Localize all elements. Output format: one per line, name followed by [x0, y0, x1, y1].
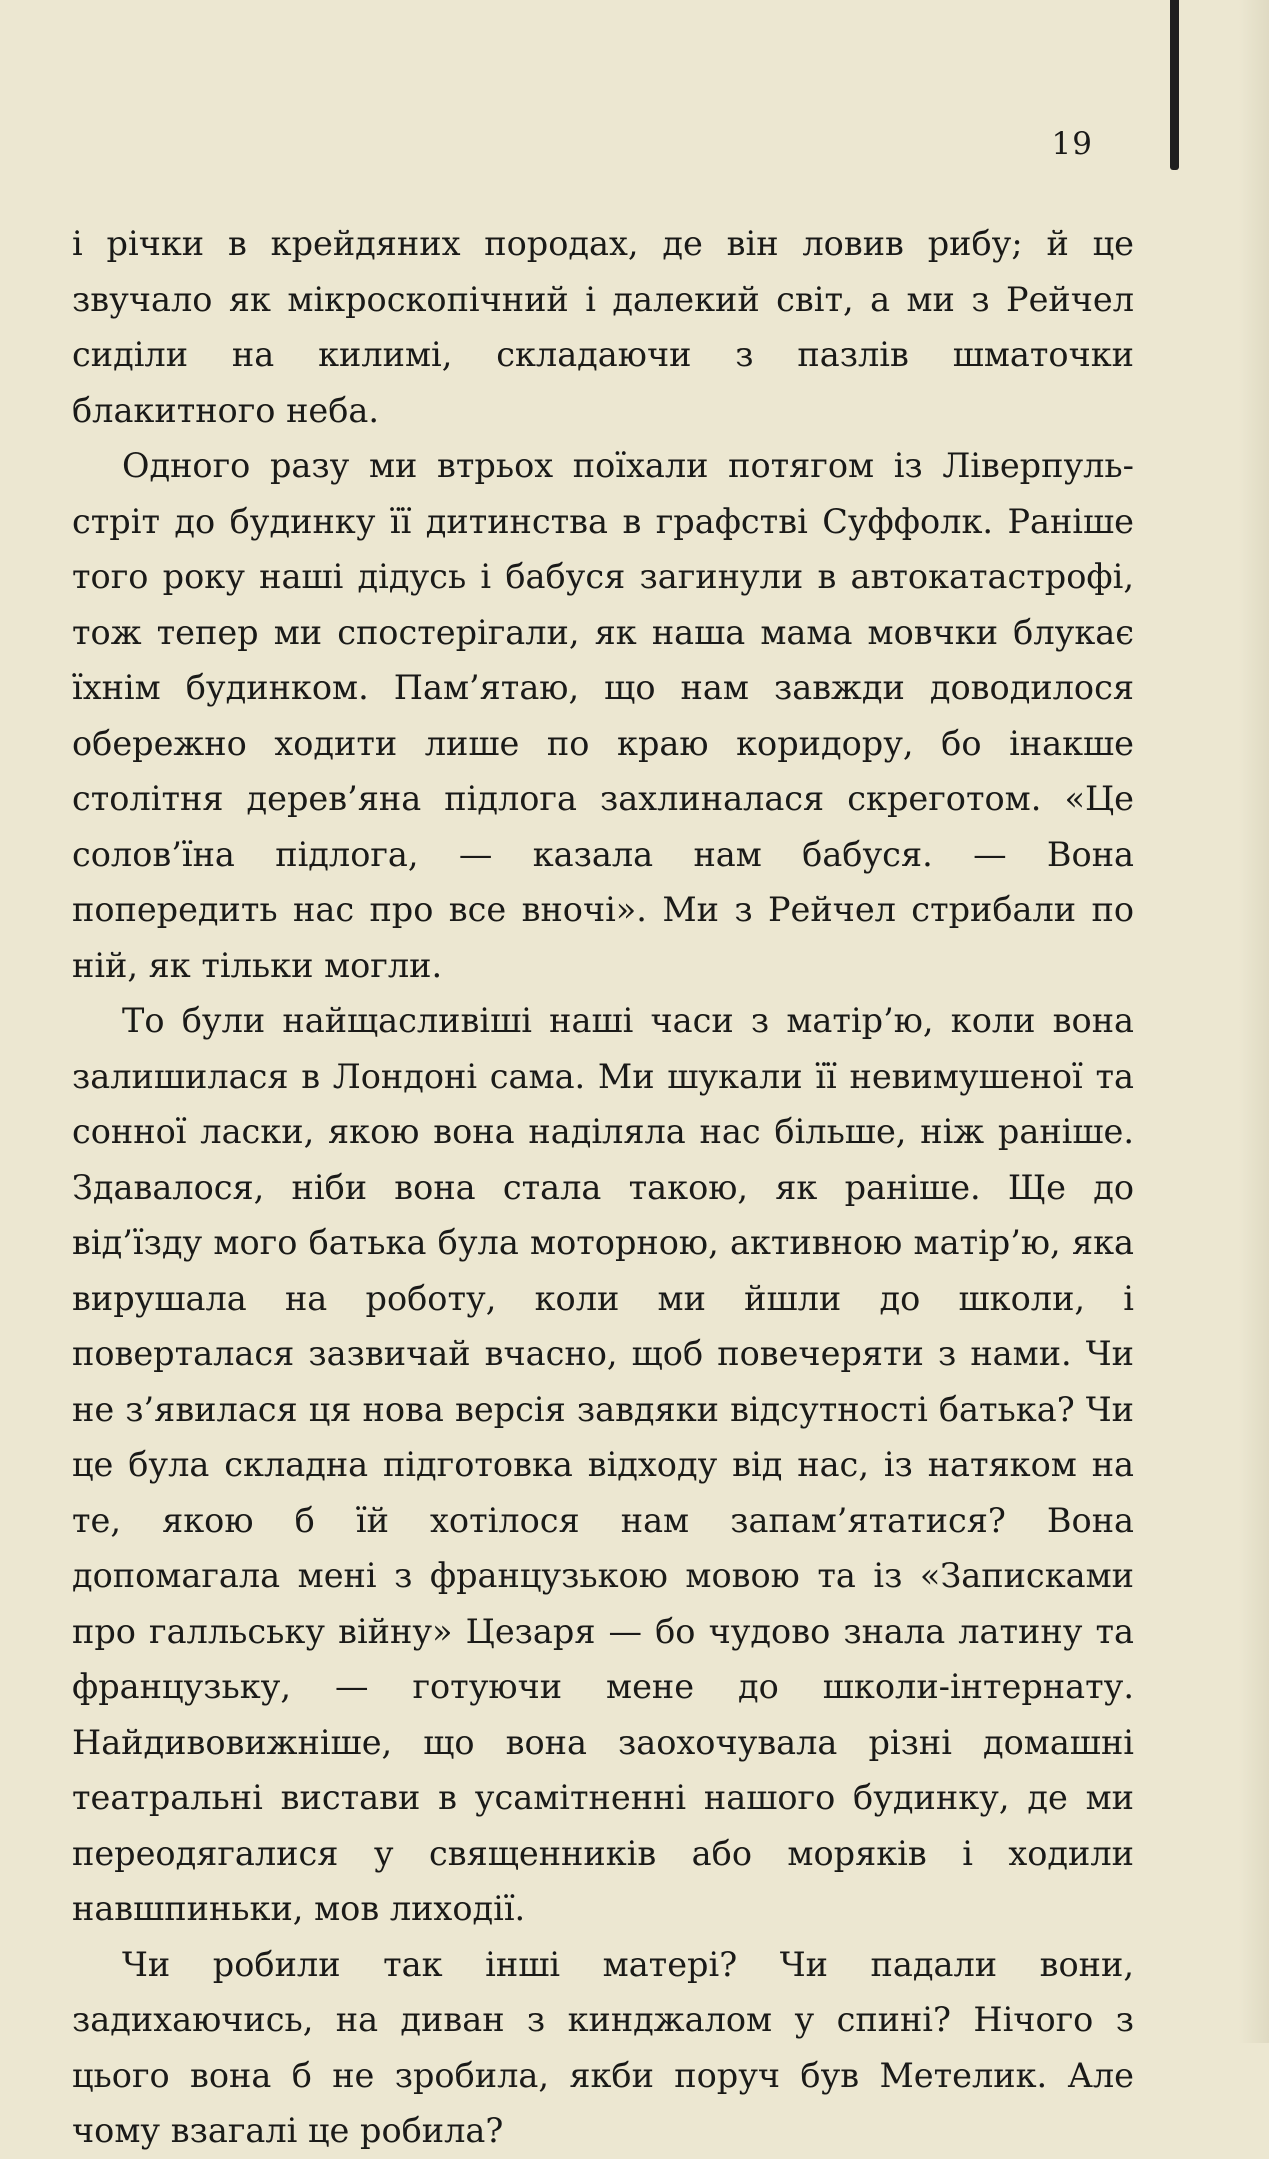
paragraph-4: Чи робили так інші матері? Чи падали вони, задихаючись, на диван з кинджалом у спині? Нічого з цього вона б не зробила, якби поруч був Метелик. Але чому взагалі це робила? — [72, 1944, 1134, 2150]
page-side-shadow — [1239, 0, 1269, 2043]
body-text — [72, 216, 1134, 2159]
page-edge-mark — [1170, 0, 1179, 170]
paragraph-2: Одного разу ми втрьох поїхали потягом із Ліверпуль-стріт до будинку її дитинства в графстві Суффолк. Раніше того року наші дідусь і бабуся загинули в автокатастрофі, тож тепер ми спостерігали, як наша мама мовчки блукає їхнім будинком. Пам’ятаю, що нам завжди доводилося обережно ходити лише по краю коридору, бо інакше столітня дерев’яна підлога захлиналася скреготом. «Це солов’їна підлога, — казала нам бабуся. — Вона попередить нас про все вночі». Ми з Рейчел стрибали по ній, як тільки могли. — [72, 446, 1134, 985]
page-number: 19 — [1051, 126, 1093, 162]
paragraph-3: То були найщасливіші наші часи з матір’ю, коли вона залишилася в Лондоні сама. Ми шукали її невимушеної та сонної ласки, якою вона наділяла нас більше, ніж раніше. Здавалося, ніби вона стала такою, як раніше. Ще до від’їзду мого батька була моторною, активною матір’ю, яка вирушала на роботу, коли ми йшли до школи, і поверталася зазвичай вчасно, щоб повечеряти з нами. Чи не з’явилася ця нова версія завдяки відсутності батька? Чи це була складна підготовка відходу від нас, із натяком на те, якою б їй хотілося нам запам’ятатися? Вона допомагала мені з французькою мовою та із «Записками про галльську війну» Цезаря — бо чудово знала латину та французьку, — готуючи мене до школи-інтернату. Найдивовижніше, що вона заохочувала різні домашні театральні вистави в усамітненні нашого будинку, де ми переодягалися у священників або моряків і ходили навшпиньки, мов лиходії. — [72, 1001, 1134, 1928]
paragraph-1: і річки в крейдяних породах, де він ловив рибу; й це звучало як мікроскопічний і далекий світ, а ми з Рейчел сиділи на килимі, складаючи з пазлів шматочки блакитного неба. — [72, 224, 1134, 430]
